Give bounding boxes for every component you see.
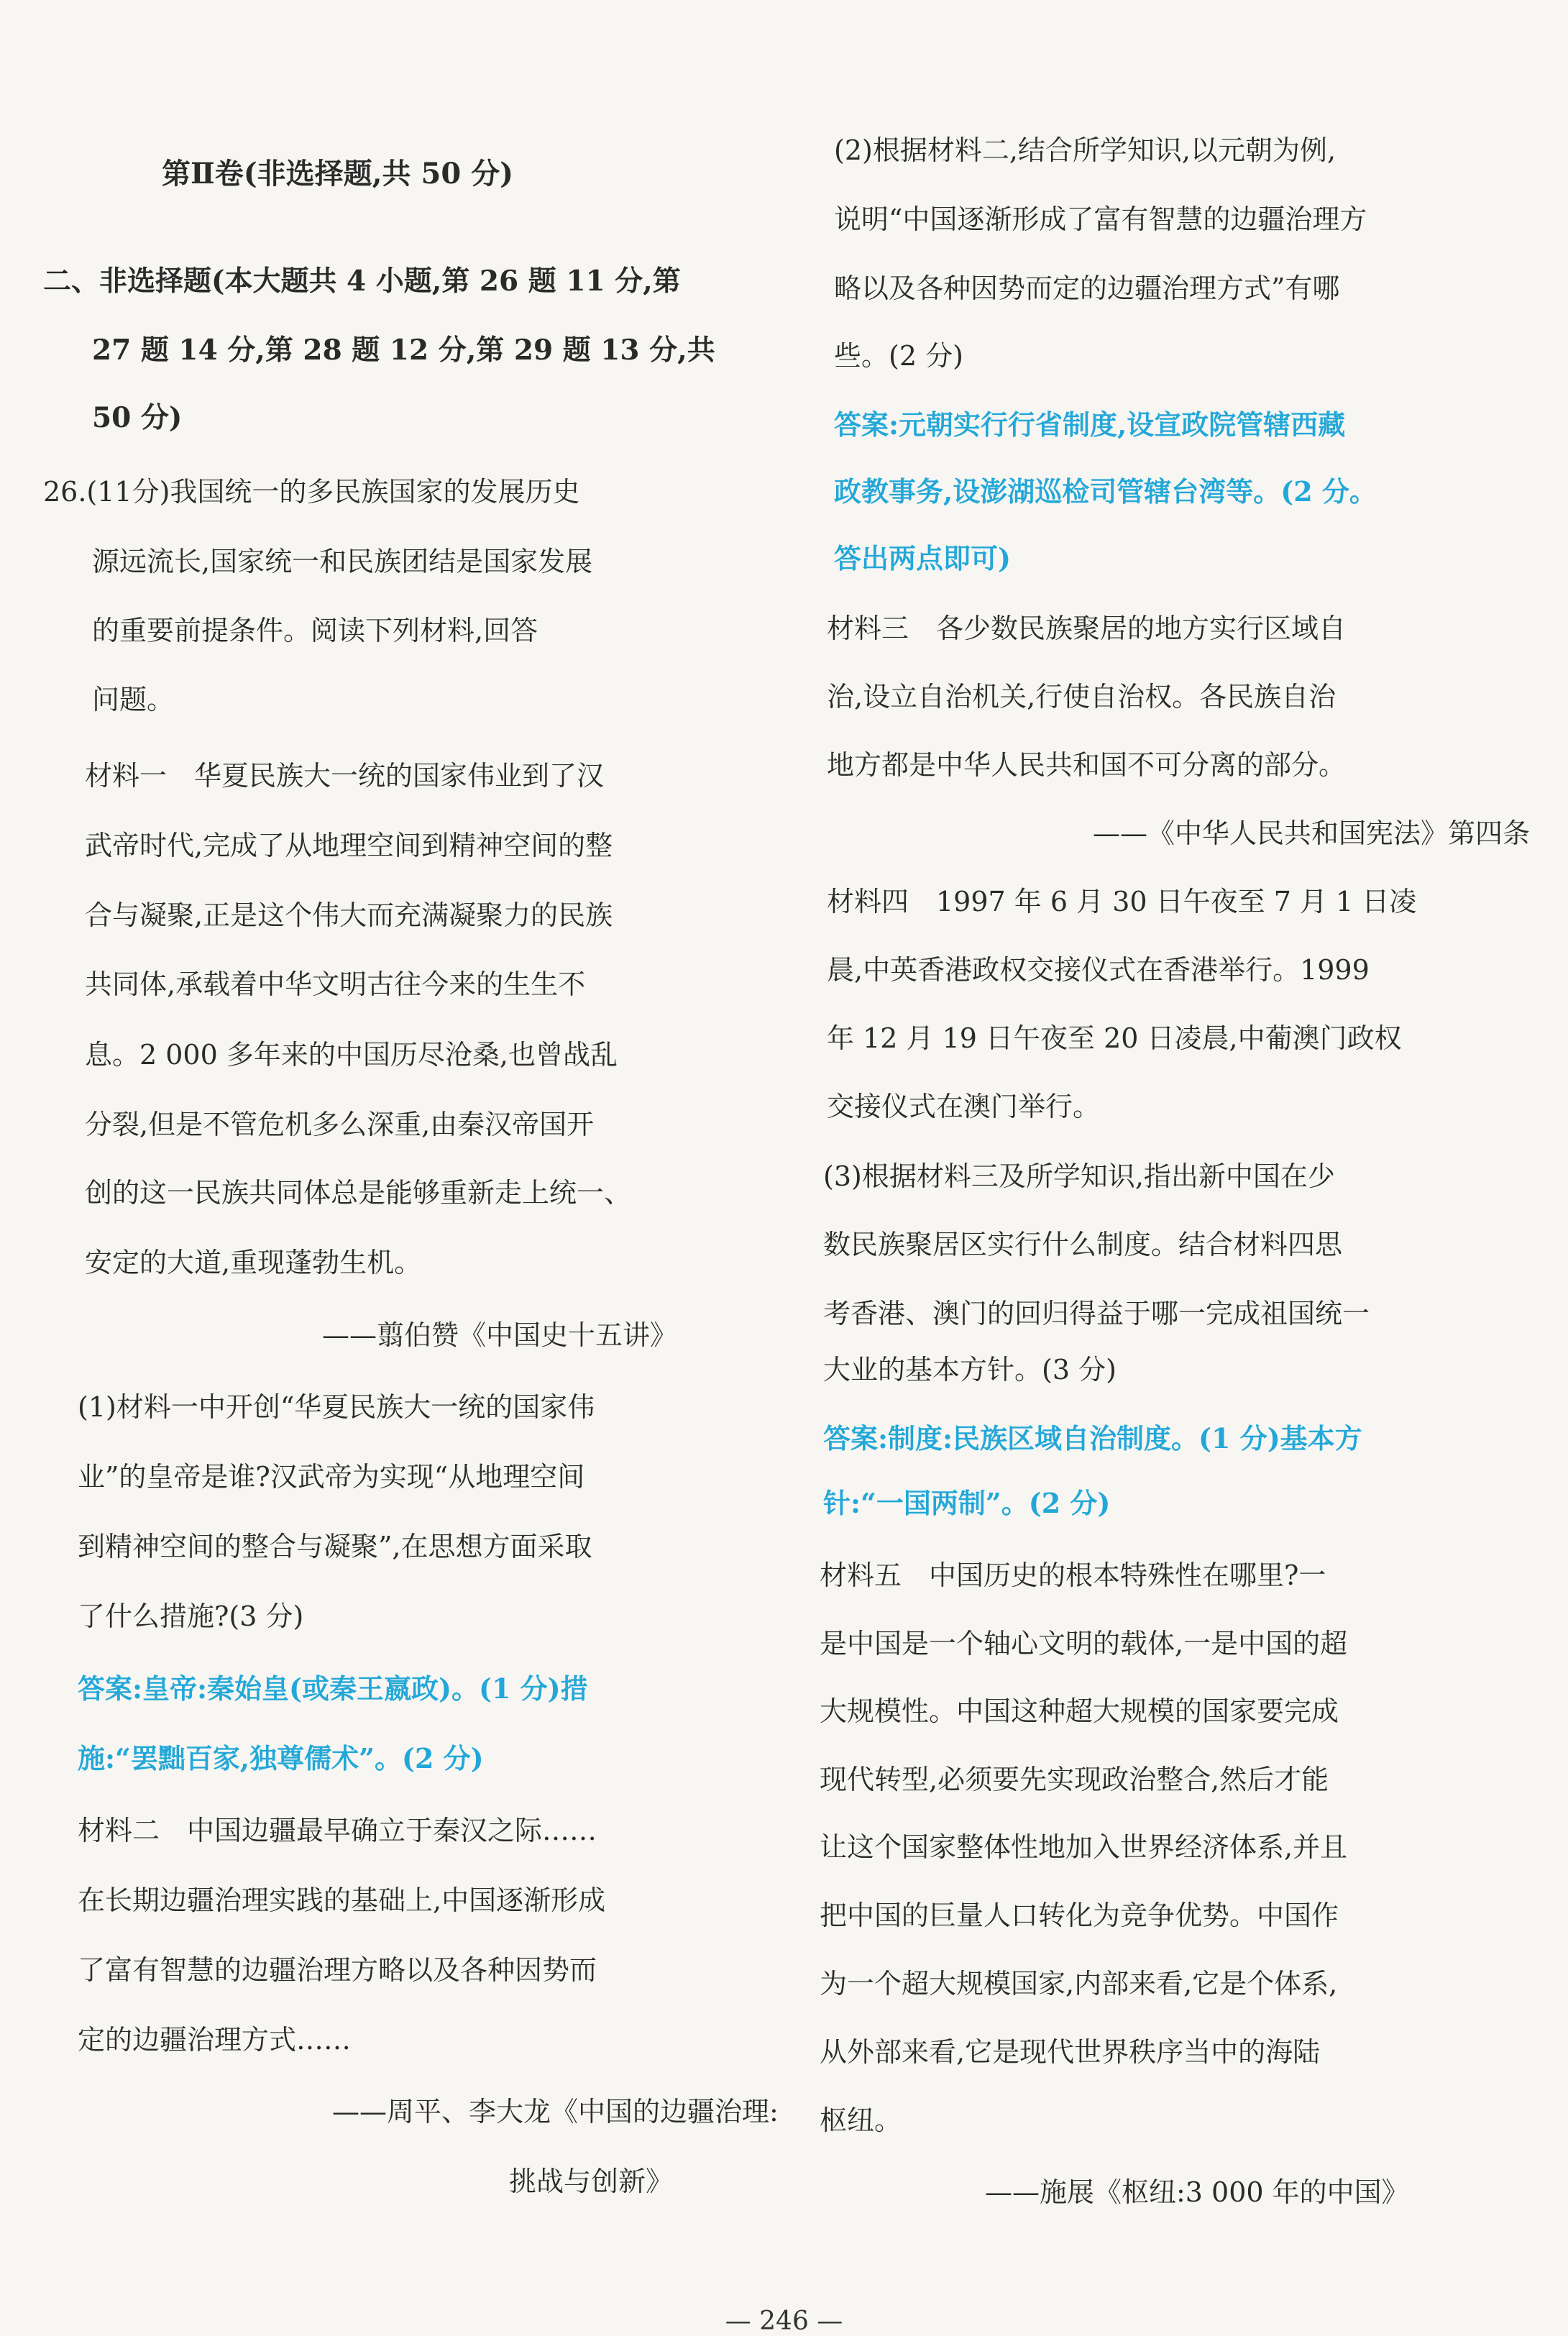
question-2-line: 略以及各种因势而定的边疆治理方式”有哪 bbox=[834, 272, 1340, 304]
question-2-line: (2)根据材料二,结合所学知识,以元朝为例, bbox=[834, 134, 1337, 166]
material-1-line: 安定的大道,重现蓬勃生机。 bbox=[85, 1247, 422, 1278]
question-26-intro: 问题。 bbox=[92, 684, 175, 715]
material-5-line: 是中国是一个轴心文明的载体,一是中国的超 bbox=[820, 1628, 1348, 1659]
material-5-line: 材料五 中国历史的根本特殊性在哪里?一 bbox=[820, 1559, 1326, 1591]
question-3-line: 数民族聚居区实行什么制度。结合材料四思 bbox=[823, 1229, 1343, 1260]
material-1-line: 分裂,但是不管危机多么深重,由秦汉帝国开 bbox=[85, 1109, 595, 1140]
material-4-line: 材料四 1997 年 6 月 30 日午夜至 7 月 1 日凌 bbox=[827, 886, 1417, 917]
part-title-line: 50 分) bbox=[92, 401, 183, 434]
material-3-line: 地方都是中华人民共和国不可分离的部分。 bbox=[827, 749, 1347, 781]
material-5-line: 枢纽。 bbox=[820, 2104, 902, 2136]
material-1-line: 武帝时代,完成了从地理空间到精神空间的整 bbox=[85, 830, 613, 861]
material-1-line: 息。2 000 多年来的中国历尽沧桑,也曾战乱 bbox=[85, 1039, 618, 1071]
answer-3-line: 针:“一国两制”。(2 分) bbox=[823, 1487, 1111, 1519]
part-title-line: 27 题 14 分,第 28 题 12 分,第 29 题 13 分,共 bbox=[92, 334, 715, 367]
material-2-source: 挑战与创新》 bbox=[509, 2166, 674, 2197]
answer-1-line: 答案:皇帝:秦始皇(或秦王嬴政)。(1 分)措 bbox=[78, 1672, 588, 1705]
question-2-line: 说明“中国逐渐形成了富有智慧的边疆治理方 bbox=[834, 203, 1367, 235]
question-2-line: 些。(2 分) bbox=[834, 340, 963, 372]
section-title: 第Ⅱ卷(非选择题,共 50 分) bbox=[162, 157, 514, 191]
material-5-line: 从外部来看,它是现代世界秩序当中的海陆 bbox=[820, 2036, 1321, 2068]
question-1-line: 了什么措施?(3 分) bbox=[78, 1600, 304, 1632]
material-4-line: 交接仪式在澳门举行。 bbox=[827, 1091, 1101, 1122]
question-3-line: 考香港、澳门的回归得益于哪一完成祖国统一 bbox=[823, 1298, 1370, 1329]
material-5-line: 现代转型,必须要先实现政治整合,然后才能 bbox=[820, 1764, 1329, 1795]
material-5-line: 为一个超大规模国家,内部来看,它是个体系, bbox=[820, 1968, 1338, 2000]
material-4-line: 年 12 月 19 日午夜至 20 日凌晨,中葡澳门政权 bbox=[827, 1022, 1402, 1054]
material-5-line: 把中国的巨量人口转化为竞争优势。中国作 bbox=[820, 1900, 1339, 1931]
question-26-intro: 的重要前提条件。阅读下列材料,回答 bbox=[92, 615, 538, 646]
answer-1-line: 施:“罢黜百家,独尊儒术”。(2 分) bbox=[78, 1742, 484, 1774]
material-3-source: ——《中华人民共和国宪法》第四条 bbox=[1093, 817, 1531, 849]
part-title-line: 二、非选择题(本大题共 4 小题,第 26 题 11 分,第 bbox=[43, 265, 681, 298]
material-5-line: 大规模性。中国这种超大规模的国家要完成 bbox=[820, 1695, 1339, 1727]
answer-2-line: 政教事务,设澎湖巡检司管辖台湾等。(2 分。 bbox=[834, 475, 1377, 508]
answer-2-line: 答案:元朝实行行省制度,设宣政院管辖西藏 bbox=[834, 408, 1346, 441]
material-3-line: 材料三 各少数民族聚居的地方实行区域自 bbox=[827, 613, 1347, 644]
answer-2-line: 答出两点即可) bbox=[834, 542, 1011, 574]
material-1-line: 共同体,承载着中华文明古往今来的生生不 bbox=[85, 968, 586, 1000]
material-2-line: 在长期边疆治理实践的基础上,中国逐渐形成 bbox=[78, 1884, 606, 1916]
material-1-source: ——翦伯赞《中国史十五讲》 bbox=[322, 1319, 678, 1351]
page-number: — 246 — bbox=[725, 2307, 843, 2336]
question-1-line: (1)材料一中开创“华夏民族大一统的国家伟 bbox=[78, 1391, 595, 1423]
question-3-line: 大业的基本方针。(3 分) bbox=[823, 1354, 1117, 1385]
material-2-line: 材料二 中国边疆最早确立于秦汉之际…… bbox=[78, 1815, 597, 1846]
material-2-line: 了富有智慧的边疆治理方略以及各种因势而 bbox=[78, 1954, 597, 1986]
material-1-line: 材料一 华夏民族大一统的国家伟业到了汉 bbox=[85, 760, 605, 792]
material-1-line: 创的这一民族共同体总是能够重新走上统一、 bbox=[85, 1177, 632, 1209]
question-26-intro: 26.(11分)我国统一的多民族国家的发展历史 bbox=[43, 476, 580, 508]
question-3-line: (3)根据材料三及所学知识,指出新中国在少 bbox=[823, 1160, 1335, 1192]
material-1-line: 合与凝聚,正是这个伟大而充满凝聚力的民族 bbox=[85, 899, 613, 931]
material-5-source: ——施展《枢纽:3 000 年的中国》 bbox=[985, 2176, 1409, 2208]
material-4-line: 晨,中英香港政权交接仪式在香港举行。1999 bbox=[827, 954, 1370, 986]
material-3-line: 治,设立自治机关,行使自治权。各民族自治 bbox=[827, 681, 1337, 713]
question-1-line: 业”的皇帝是谁?汉武帝为实现“从地理空间 bbox=[78, 1461, 585, 1493]
material-2-line: 定的边疆治理方式…… bbox=[78, 2024, 352, 2056]
material-5-line: 让这个国家整体性地加入世界经济体系,并且 bbox=[820, 1831, 1348, 1863]
question-26-intro: 源远流长,国家统一和民族团结是国家发展 bbox=[92, 546, 593, 577]
question-1-line: 到精神空间的整合与凝聚”,在思想方面采取 bbox=[78, 1531, 592, 1562]
answer-3-line: 答案:制度:民族区域自治制度。(1 分)基本方 bbox=[823, 1422, 1362, 1455]
material-2-source: ——周平、李大龙《中国的边疆治理: bbox=[332, 2096, 779, 2127]
